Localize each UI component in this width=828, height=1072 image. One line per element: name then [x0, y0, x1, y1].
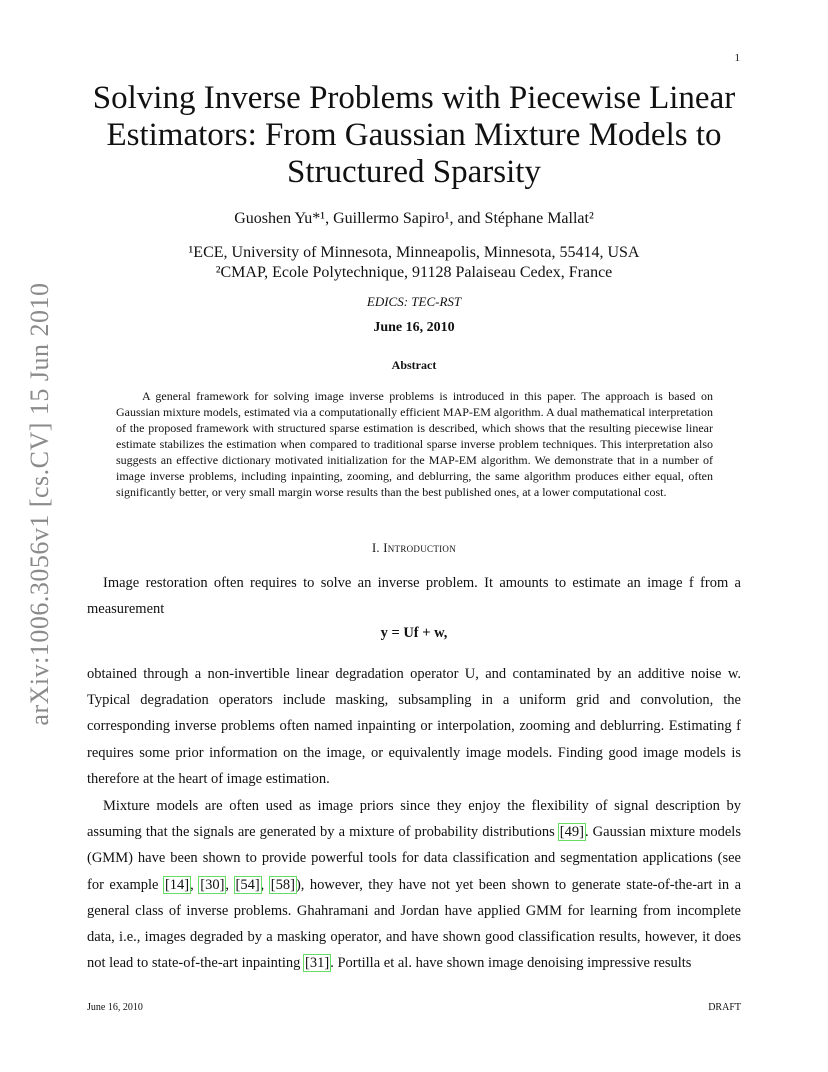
affiliations — [60, 243, 768, 283]
author-list: Guoshen Yu*¹, Guillermo Sapiro¹, and Stéphane Mallat² — [234, 210, 594, 227]
citation-58[interactable]: [58] — [270, 876, 295, 893]
paper-title: Solving Inverse Problems with Piecewise Linear Estimators: From Gaussian Mixture Models to Structured Sparsity — [92, 80, 736, 190]
p3-text-4: . Portilla et al. have shown image denoising impressive results — [330, 955, 692, 972]
paragraph-3: Mixture models are often used as image priors since they enjoy the flexibility of signal description by assuming that the signals are generated by a mixture of probability distributions [49]. Gaussian mixture models (GMM) have been shown to provide powerful tools for data classification and segmentation applications (see for example [14], [30], [54], [58]), however, they have not yet been shown to generate state-of-the-art in a general class of inverse problems. Ghahramani and Jordan have applied GMM for learning from incomplete data, i.e., images degraded by a masking operator, and have shown good classification results, however, it does not lead to state-of-the-art inpainting [31]. Portilla et al. have shown image denoising impressive results — [87, 798, 742, 972]
citation-49[interactable]: [49] — [559, 824, 584, 841]
section-heading-introduction: I. Introduction — [371, 541, 457, 555]
p3-text-1: Mixture models are often used as image priors since they enjoy the flexibility of signal description by assuming that the signals are generated by a mixture of probability distributions — [87, 798, 741, 841]
citation-14[interactable]: [14] — [164, 876, 190, 893]
paper-date: June 16, 2010 — [373, 320, 455, 335]
paragraph-2: obtained through a non-invertible linear degradation operator U, and contaminated by an additive noise w. Typical degradation operators include masking, subsampling in a uniform grid and convolution, the corresponding inverse problems often named inpainting or interpolation, zooming and deblurring. Estimating f requires some prior information on the image, or equivalently image models. Finding good image models is therefore at the heart of image estimation. — [87, 666, 741, 787]
citation-30[interactable]: [30] — [200, 876, 225, 893]
edics-line: EDICS: TEC-RST — [366, 294, 462, 309]
p3-text-2: . Gaussian mixture models (GMM) have been shown to provide powerful tools for data classification and segmentation applications (see for example — [87, 824, 741, 893]
affiliation-2: ²CMAP, Ecole Polytechnique, 91128 Palaiseau Cedex, France — [215, 264, 613, 281]
abstract-text: A general framework for solving image inverse problems is introduced in this paper. The approach is based on Gaussian mixture models, estimated via a computationally efficient MAP-EM algorithm. A dual mathematical interpretation of the proposed framework with structured sparse estimation is described, which shows that the resulting piecewise linear estimate stabilizes the estimation when compared to traditional sparse inverse problem techniques. This interpretation also suggests an effective dictionary motivated initialization for the MAP-EM algorithm. We demonstrate that in a number of image inverse problems, including inpainting, zooming, and deblurring, the same algorithm produces either equal, often significantly better, or very small margin worse results than the best published ones, at a lower computational cost. — [116, 389, 713, 499]
page-number: 1 — [734, 52, 740, 64]
p3-text-3: ), however, they have not yet been shown to generate state-of-the-art in a general class of inverse problems. Ghahramani and Jordan have applied GMM for learning from incomplete data, i.e., images degraded by a masking operator, and have shown good classification results, however, it does not lead to state-of-the-art inpainting — [87, 876, 742, 972]
arxiv-stamp: arXiv:1006.3056v1 [cs.CV] 15 Jun 2010 — [25, 282, 54, 726]
paragraph-1: Image restoration often requires to solve an inverse problem. It amounts to estimate an image f from a measurement — [87, 575, 741, 618]
affiliation-1: ¹ECE, University of Minnesota, Minneapolis, Minnesota, 55414, USA — [188, 244, 640, 261]
abstract-heading: Abstract — [391, 358, 437, 372]
citation-31[interactable]: [31] — [305, 955, 330, 972]
footer-status: DRAFT — [708, 1002, 741, 1013]
equation: y = Uf + w, — [380, 625, 448, 641]
footer-date: June 16, 2010 — [87, 1002, 143, 1013]
citation-54[interactable]: [54] — [235, 876, 260, 893]
